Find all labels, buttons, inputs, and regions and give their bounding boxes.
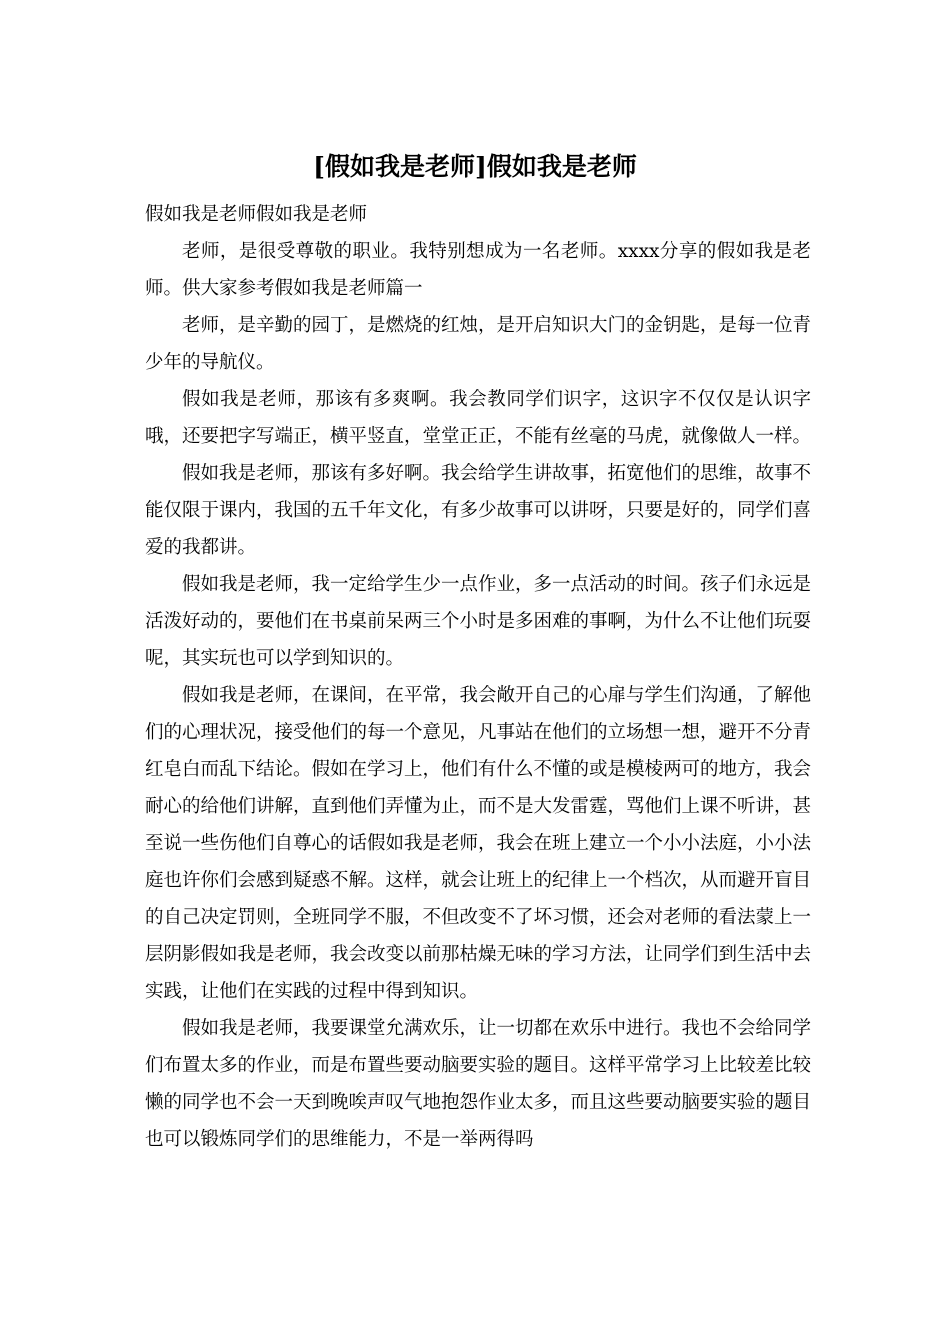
paragraph: 假如我是老师，我要课堂允满欢乐，让一切都在欢乐中进行。我也不会给同学们布置太多的作业，而是布置些要动脑要实验的题目。这样平常学习上比较差比较懒的同学也不会一天到晚唉声叹气地抱怨作业太多，而且这些要动脑要实验的题目也可以锻炼同学们的思维能力，不是一举两得吗 [145,1018,812,1150]
paragraph: 假如我是老师，那该有多好啊。我会给学生讲故事，拓宽他们的思维，故事不能仅限于课内，我国的五千年文化，有多少故事可以讲呀，只要是好的，同学们喜爱的我都讲。 [145,463,812,558]
document-title: [假如我是老师]假如我是老师 [313,152,637,181]
paragraph: 假如我是老师，我一定给学生少一点作业，多一点活动的时间。孩子们永远是活泼好动的，要他们在书桌前呆两三个小时是多困难的事啊，为什么不让他们玩耍呢，其实玩也可以学到知识的。 [145,574,812,669]
paragraph: 老师，是很受尊敬的职业。我特别想成为一名老师。xxxx分享的假如我是老师。供大家参考假如我是老师篇一 [145,241,811,299]
paragraph: 老师，是辛勤的园丁，是燃烧的红烛，是开启知识大门的金钥匙，是每一位青少年的导航仪。 [145,315,812,373]
paragraph: 假如我是老师，在课间，在平常，我会敞开自己的心扉与学生们沟通，了解他们的心理状况，接受他们的每一个意见，凡事站在他们的立场想一想，避开不分青红皂白而乱下结论。假如在学习上，他们有什么不懂的或是模棱两可的地方，我会耐心的给他们讲解，直到他们弄懂为止，而不是大发雷霆，骂他们上课不听讲，甚至说一些伤他们自尊心的话假如我是老师，我会在班上建立一个小小法庭，小小法庭也许你们会感到疑惑不解。这样，就会让班上的纪律上一个档次，从而避开盲目的自己决定罚则，全班同学不服，不但改变不了坏习惯，还会对老师的看法蒙上一层阴影假如我是老师，我会改变以前那枯燥无味的学习方法，让同学们到生活中去实践，让他们在实践的过程中得到知识。 [145,685,812,1002]
document-subtitle: 假如我是老师假如我是老师 [145,204,368,225]
paragraph: 假如我是老师，那该有多爽啊。我会教同学们识字，这识字不仅仅是认识字哦，还要把字写端正，横平竖直，堂堂正正，不能有丝毫的马虎，就像做人一样。 [145,389,812,447]
document-body [145,196,811,1158]
